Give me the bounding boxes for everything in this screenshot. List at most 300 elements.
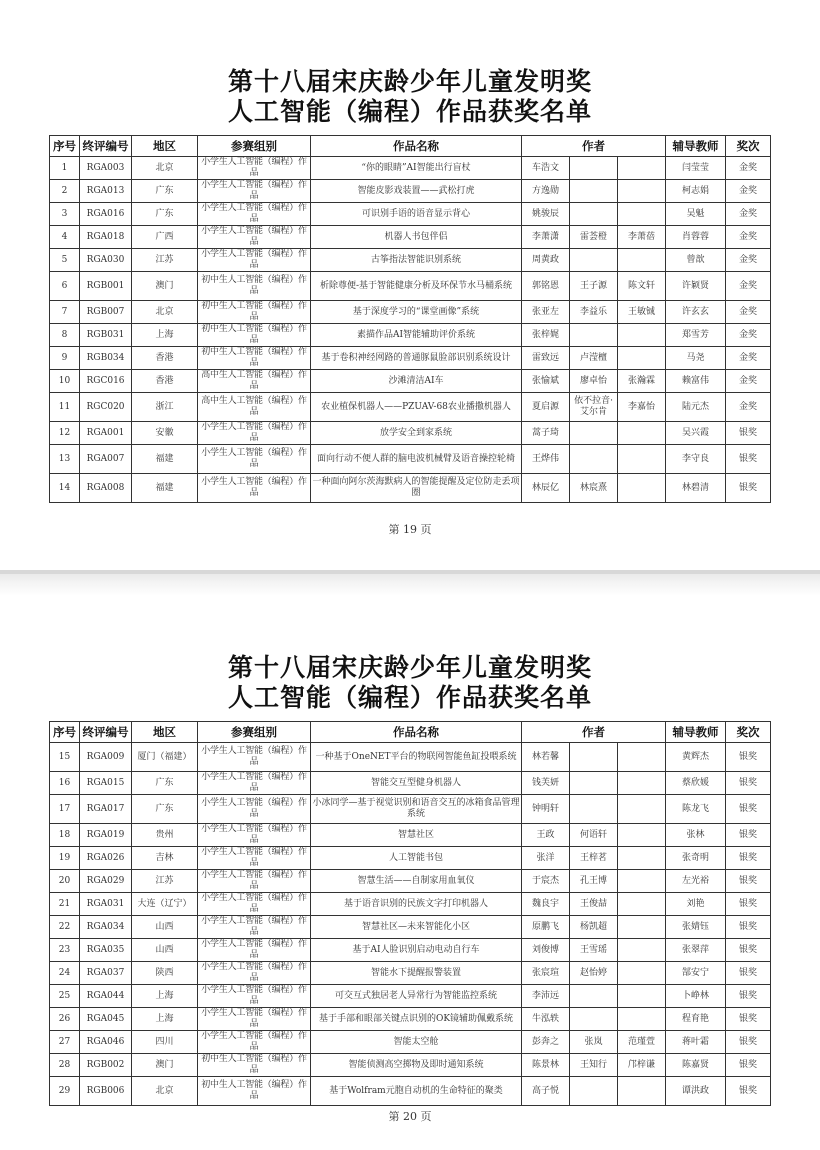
- cell-work-name: 农业植保机器人——PZUAV-68农业播撒机器人: [311, 393, 522, 422]
- cell-code: RGA026: [80, 847, 132, 870]
- cell-advisor: 吴兴霞: [666, 422, 726, 445]
- cell-author-2: [570, 249, 618, 272]
- cell-advisor: 许玄玄: [666, 301, 726, 324]
- cell-author-1: 张亚左: [522, 301, 570, 324]
- cell-author-2: 王雪瑶: [570, 939, 618, 962]
- cell-advisor: 左光裕: [666, 870, 726, 893]
- cell-region: 陕西: [132, 962, 198, 985]
- cell-work-name: 机器人书包伴侣: [311, 226, 522, 249]
- col-header-award: 奖次: [726, 136, 771, 157]
- cell-no: 26: [50, 1008, 80, 1031]
- cell-author-3: [618, 445, 666, 474]
- cell-award: 金奖: [726, 324, 771, 347]
- cell-no: 17: [50, 795, 80, 824]
- cell-region: 上海: [132, 1008, 198, 1031]
- cell-award: 银奖: [726, 1054, 771, 1077]
- cell-no: 14: [50, 474, 80, 503]
- cell-code: RGA045: [80, 1008, 132, 1031]
- cell-work-name: 可交互式独居老人异常行为智能监控系统: [311, 985, 522, 1008]
- cell-author-1: 陈景林: [522, 1054, 570, 1077]
- cell-work-name: 基于深度学习的“课堂画像”系统: [311, 301, 522, 324]
- table-body: [50, 743, 771, 1106]
- cell-no: 9: [50, 347, 80, 370]
- cell-author-2: 卢滢檀: [570, 347, 618, 370]
- cell-author-2: 依不拉音·艾尔肯: [570, 393, 618, 422]
- cell-author-1: 牛泓轶: [522, 1008, 570, 1031]
- cell-advisor: 肖蓉蓉: [666, 226, 726, 249]
- cell-advisor: 陆元杰: [666, 393, 726, 422]
- cell-award: 银奖: [726, 847, 771, 870]
- cell-author-2: 雷荟橙: [570, 226, 618, 249]
- cell-work-name: 基于卷积神经网路的普通豚鼠脸部识别系统设计: [311, 347, 522, 370]
- table-row: [50, 272, 771, 301]
- cell-region: 吉林: [132, 847, 198, 870]
- col-header-region: 地区: [132, 136, 198, 157]
- table-row: [50, 474, 771, 503]
- cell-advisor: 蒋叶霜: [666, 1031, 726, 1054]
- cell-no: 19: [50, 847, 80, 870]
- cell-advisor: 蔡欣媛: [666, 772, 726, 795]
- cell-group: 小学生人工智能（编程）作品: [198, 422, 311, 445]
- cell-no: 11: [50, 393, 80, 422]
- cell-award: 银奖: [726, 445, 771, 474]
- cell-code: RGA037: [80, 962, 132, 985]
- cell-work-name: 智能水下提醒报警装置: [311, 962, 522, 985]
- cell-work-name: 可识别手语的语音显示背心: [311, 203, 522, 226]
- col-header-region: 地区: [132, 722, 198, 743]
- cell-no: 24: [50, 962, 80, 985]
- cell-award: 金奖: [726, 301, 771, 324]
- cell-advisor: 郜安宁: [666, 962, 726, 985]
- cell-author-3: [618, 203, 666, 226]
- cell-author-1: 王烨伟: [522, 445, 570, 474]
- cell-advisor: 卜峥林: [666, 985, 726, 1008]
- cell-advisor: 曾歆: [666, 249, 726, 272]
- col-header-name: 作品名称: [311, 136, 522, 157]
- cell-code: RGA015: [80, 772, 132, 795]
- cell-region: 广东: [132, 180, 198, 203]
- cell-group: 小学生人工智能（编程）作品: [198, 870, 311, 893]
- cell-region: 贵州: [132, 824, 198, 847]
- cell-author-3: [618, 180, 666, 203]
- cell-no: 15: [50, 743, 80, 772]
- cell-region: 江苏: [132, 870, 198, 893]
- table-row: [50, 847, 771, 870]
- cell-group: 小学生人工智能（编程）作品: [198, 916, 311, 939]
- table-row: [50, 916, 771, 939]
- col-header-advisor: 辅导教师: [666, 136, 726, 157]
- cell-code: RGA009: [80, 743, 132, 772]
- cell-region: 澳门: [132, 272, 198, 301]
- title-line-2: 人工智能（编程）作品获奖名单: [227, 683, 592, 712]
- cell-author-3: [618, 474, 666, 503]
- cell-author-2: [570, 795, 618, 824]
- cell-code: RGA046: [80, 1031, 132, 1054]
- cell-group: 高中生人工智能（编程）作品: [198, 370, 311, 393]
- cell-no: 5: [50, 249, 80, 272]
- table-row: [50, 180, 771, 203]
- cell-author-2: [570, 445, 618, 474]
- cell-work-name: 面向行动不便人群的脑电波机械臂及语音操控轮椅: [311, 445, 522, 474]
- cell-award: 银奖: [726, 985, 771, 1008]
- cell-author-3: 张瀚霖: [618, 370, 666, 393]
- cell-author-2: 王知行: [570, 1054, 618, 1077]
- table-row: [50, 962, 771, 985]
- cell-author-2: 王梓茗: [570, 847, 618, 870]
- cell-author-2: 杨凯超: [570, 916, 618, 939]
- cell-no: 6: [50, 272, 80, 301]
- cell-author-3: 范瑾萱: [618, 1031, 666, 1054]
- cell-advisor: 张婧钰: [666, 916, 726, 939]
- cell-award: 银奖: [726, 1031, 771, 1054]
- cell-region: 山西: [132, 939, 198, 962]
- cell-author-1: 姚骏辰: [522, 203, 570, 226]
- cell-region: 福建: [132, 474, 198, 503]
- cell-group: 高中生人工智能（编程）作品: [198, 393, 311, 422]
- cell-region: 厦门（福建）: [132, 743, 198, 772]
- cell-author-3: 李嘉怡: [618, 393, 666, 422]
- cell-code: RGA016: [80, 203, 132, 226]
- cell-region: 北京: [132, 301, 198, 324]
- cell-group: 初中生人工智能（编程）作品: [198, 272, 311, 301]
- cell-author-2: 李益乐: [570, 301, 618, 324]
- title-line-1: 第十八届宋庆龄少年儿童发明奖: [227, 653, 592, 682]
- cell-author-3: 王敏铖: [618, 301, 666, 324]
- cell-code: RGA029: [80, 870, 132, 893]
- cell-author-1: 郭铭恩: [522, 272, 570, 301]
- cell-award: 金奖: [726, 180, 771, 203]
- cell-group: 小学生人工智能（编程）作品: [198, 743, 311, 772]
- cell-group: 小学生人工智能（编程）作品: [198, 985, 311, 1008]
- cell-work-name: 智慧社区: [311, 824, 522, 847]
- col-header-no: 序号: [50, 136, 80, 157]
- cell-group: 小学生人工智能（编程）作品: [198, 847, 311, 870]
- cell-region: 香港: [132, 347, 198, 370]
- cell-code: RGA034: [80, 916, 132, 939]
- table-row: [50, 1008, 771, 1031]
- cell-author-2: [570, 743, 618, 772]
- cell-code: RGB034: [80, 347, 132, 370]
- cell-award: 银奖: [726, 1077, 771, 1106]
- cell-region: 澳门: [132, 1054, 198, 1077]
- cell-award: 银奖: [726, 772, 771, 795]
- cell-region: 浙江: [132, 393, 198, 422]
- awards-table-page-20: [49, 721, 771, 1106]
- cell-code: RGA001: [80, 422, 132, 445]
- col-header-group: 参赛组别: [198, 136, 311, 157]
- cell-author-1: 高子悦: [522, 1077, 570, 1106]
- cell-code: RGB031: [80, 324, 132, 347]
- cell-author-3: [618, 157, 666, 180]
- table-row: [50, 249, 771, 272]
- table-row: [50, 1077, 771, 1106]
- cell-code: RGA030: [80, 249, 132, 272]
- cell-group: 小学生人工智能（编程）作品: [198, 795, 311, 824]
- cell-award: 银奖: [726, 962, 771, 985]
- cell-award: 金奖: [726, 347, 771, 370]
- cell-award: 银奖: [726, 824, 771, 847]
- table-row: [50, 157, 771, 180]
- col-header-name: 作品名称: [311, 722, 522, 743]
- title-line-2: 人工智能（编程）作品获奖名单: [227, 97, 592, 126]
- cell-work-name: 基于Wolfram元胞自动机的生命特征的聚类: [311, 1077, 522, 1106]
- table-row: [50, 985, 771, 1008]
- cell-group: 初中生人工智能（编程）作品: [198, 1077, 311, 1106]
- cell-no: 20: [50, 870, 80, 893]
- cell-advisor: 郑雪芳: [666, 324, 726, 347]
- cell-author-2: [570, 324, 618, 347]
- page-20: [0, 596, 820, 1150]
- cell-advisor: 吴魁: [666, 203, 726, 226]
- cell-code: RGA003: [80, 157, 132, 180]
- cell-author-2: 廖卓怡: [570, 370, 618, 393]
- cell-advisor: 陈嘉贤: [666, 1054, 726, 1077]
- cell-author-2: [570, 985, 618, 1008]
- cell-group: 小学生人工智能（编程）作品: [198, 203, 311, 226]
- cell-advisor: 陈龙飞: [666, 795, 726, 824]
- cell-author-1: 张洋: [522, 847, 570, 870]
- cell-advisor: 闫莹莹: [666, 157, 726, 180]
- cell-author-1: 林若馨: [522, 743, 570, 772]
- col-header-group: 参赛组别: [198, 722, 311, 743]
- cell-author-2: 林宸熹: [570, 474, 618, 503]
- cell-author-3: [618, 772, 666, 795]
- cell-advisor: 黄辉杰: [666, 743, 726, 772]
- cell-work-name: “你的眼睛”AI智能出行盲杖: [311, 157, 522, 180]
- cell-group: 小学生人工智能（编程）作品: [198, 1008, 311, 1031]
- cell-region: 上海: [132, 985, 198, 1008]
- cell-award: 银奖: [726, 795, 771, 824]
- cell-work-name: 基于语音识别的民族文字打印机器人: [311, 893, 522, 916]
- cell-award: 金奖: [726, 203, 771, 226]
- cell-group: 初中生人工智能（编程）作品: [198, 301, 311, 324]
- cell-author-2: 张岚: [570, 1031, 618, 1054]
- cell-work-name: 一种基于OneNET平台的物联网智能鱼缸投喂系统: [311, 743, 522, 772]
- cell-region: 广东: [132, 772, 198, 795]
- cell-group: 小学生人工智能（编程）作品: [198, 893, 311, 916]
- cell-award: 银奖: [726, 474, 771, 503]
- col-header-code: 终评编号: [80, 722, 132, 743]
- table-row: [50, 301, 771, 324]
- awards-table-page-19: [49, 135, 771, 503]
- table-row: [50, 939, 771, 962]
- cell-code: RGB007: [80, 301, 132, 324]
- cell-work-name: 智慧社区—未来智能化小区: [311, 916, 522, 939]
- cell-advisor: 赖富伟: [666, 370, 726, 393]
- cell-code: RGB001: [80, 272, 132, 301]
- cell-author-1: 魏良宇: [522, 893, 570, 916]
- table-body: [50, 157, 771, 503]
- table-row: [50, 445, 771, 474]
- cell-award: 银奖: [726, 939, 771, 962]
- col-header-code: 终评编号: [80, 136, 132, 157]
- cell-award: 金奖: [726, 370, 771, 393]
- table-row: [50, 870, 771, 893]
- cell-code: RGA044: [80, 985, 132, 1008]
- cell-region: 广东: [132, 795, 198, 824]
- cell-author-1: 钱芙妍: [522, 772, 570, 795]
- cell-author-3: [618, 743, 666, 772]
- cell-author-1: 雷致远: [522, 347, 570, 370]
- cell-region: 北京: [132, 1077, 198, 1106]
- cell-no: 2: [50, 180, 80, 203]
- cell-code: RGA031: [80, 893, 132, 916]
- cell-work-name: 智能皮影戏装置——武松打虎: [311, 180, 522, 203]
- cell-group: 小学生人工智能（编程）作品: [198, 226, 311, 249]
- cell-award: 金奖: [726, 272, 771, 301]
- cell-code: RGC020: [80, 393, 132, 422]
- cell-author-3: [618, 916, 666, 939]
- cell-work-name: 放学安全到家系统: [311, 422, 522, 445]
- cell-code: RGA008: [80, 474, 132, 503]
- cell-work-name: 析除尊便-基于智能健康分析及环保节水马桶系统: [311, 272, 522, 301]
- cell-author-3: [618, 249, 666, 272]
- cell-region: 福建: [132, 445, 198, 474]
- cell-author-2: [570, 203, 618, 226]
- cell-award: 金奖: [726, 249, 771, 272]
- table-row: [50, 1031, 771, 1054]
- cell-author-2: 何语轩: [570, 824, 618, 847]
- cell-no: 27: [50, 1031, 80, 1054]
- table-row: [50, 1054, 771, 1077]
- cell-group: 小学生人工智能（编程）作品: [198, 180, 311, 203]
- table-row: [50, 393, 771, 422]
- cell-group: 初中生人工智能（编程）作品: [198, 1054, 311, 1077]
- cell-code: RGB006: [80, 1077, 132, 1106]
- cell-no: 18: [50, 824, 80, 847]
- cell-award: 银奖: [726, 1008, 771, 1031]
- cell-code: RGA035: [80, 939, 132, 962]
- cell-award: 金奖: [726, 226, 771, 249]
- cell-region: 香港: [132, 370, 198, 393]
- cell-author-1: 林辰亿: [522, 474, 570, 503]
- cell-advisor: 李守良: [666, 445, 726, 474]
- table-row: [50, 795, 771, 824]
- cell-author-2: [570, 422, 618, 445]
- cell-award: 银奖: [726, 743, 771, 772]
- cell-work-name: 沙滩清洁AI车: [311, 370, 522, 393]
- col-header-advisor: 辅导教师: [666, 722, 726, 743]
- cell-no: 10: [50, 370, 80, 393]
- cell-advisor: 许颖贤: [666, 272, 726, 301]
- cell-author-1: 李萧潇: [522, 226, 570, 249]
- cell-no: 8: [50, 324, 80, 347]
- cell-award: 银奖: [726, 422, 771, 445]
- cell-author-3: [618, 939, 666, 962]
- cell-no: 12: [50, 422, 80, 445]
- cell-region: 广东: [132, 203, 198, 226]
- cell-work-name: 古筝指法智能识别系统: [311, 249, 522, 272]
- cell-group: 小学生人工智能（编程）作品: [198, 824, 311, 847]
- col-header-award: 奖次: [726, 722, 771, 743]
- cell-author-1: 原鹏飞: [522, 916, 570, 939]
- cell-author-1: 王政: [522, 824, 570, 847]
- cell-author-3: [618, 795, 666, 824]
- cell-work-name: 小冰同学—基于视觉识别和语音交互的冰箱食品管理系统: [311, 795, 522, 824]
- cell-author-2: [570, 157, 618, 180]
- col-header-authors: 作者: [522, 136, 666, 157]
- table-row: [50, 203, 771, 226]
- cell-author-1: 钟明轩: [522, 795, 570, 824]
- cell-no: 16: [50, 772, 80, 795]
- cell-author-3: 李萧蓓: [618, 226, 666, 249]
- table-row: [50, 824, 771, 847]
- cell-author-1: 张宸瑄: [522, 962, 570, 985]
- cell-advisor: 林碧清: [666, 474, 726, 503]
- cell-region: 江苏: [132, 249, 198, 272]
- page-number: 第 20 页: [388, 1110, 432, 1123]
- cell-author-1: 张梓娓: [522, 324, 570, 347]
- cell-region: 山西: [132, 916, 198, 939]
- cell-no: 25: [50, 985, 80, 1008]
- cell-region: 大连（辽宁）: [132, 893, 198, 916]
- cell-group: 小学生人工智能（编程）作品: [198, 939, 311, 962]
- cell-advisor: 张翠萍: [666, 939, 726, 962]
- cell-group: 初中生人工智能（编程）作品: [198, 324, 311, 347]
- cell-author-1: 夏启源: [522, 393, 570, 422]
- cell-work-name: 人工智能书包: [311, 847, 522, 870]
- cell-no: 3: [50, 203, 80, 226]
- cell-code: RGA017: [80, 795, 132, 824]
- cell-work-name: 智能侦测高空掷物及即时通知系统: [311, 1054, 522, 1077]
- cell-no: 28: [50, 1054, 80, 1077]
- cell-region: 上海: [132, 324, 198, 347]
- cell-author-3: [618, 824, 666, 847]
- cell-author-3: [618, 847, 666, 870]
- cell-advisor: 张奇明: [666, 847, 726, 870]
- cell-work-name: 基于AI人脸识别启动电动自行车: [311, 939, 522, 962]
- cell-author-2: 赵怡婷: [570, 962, 618, 985]
- cell-no: 1: [50, 157, 80, 180]
- cell-group: 小学生人工智能（编程）作品: [198, 249, 311, 272]
- cell-advisor: 张林: [666, 824, 726, 847]
- cell-group: 初中生人工智能（编程）作品: [198, 347, 311, 370]
- cell-author-1: 周黄政: [522, 249, 570, 272]
- cell-author-3: 邝梓谦: [618, 1054, 666, 1077]
- cell-author-3: [618, 893, 666, 916]
- cell-author-3: [618, 347, 666, 370]
- cell-author-1: 李沛远: [522, 985, 570, 1008]
- cell-author-2: [570, 180, 618, 203]
- cell-group: 小学生人工智能（编程）作品: [198, 772, 311, 795]
- cell-author-3: [618, 324, 666, 347]
- cell-no: 22: [50, 916, 80, 939]
- cell-award: 银奖: [726, 893, 771, 916]
- cell-author-1: 彭奔之: [522, 1031, 570, 1054]
- cell-code: RGC016: [80, 370, 132, 393]
- cell-author-1: 蒿子琦: [522, 422, 570, 445]
- cell-author-2: 孔王博: [570, 870, 618, 893]
- table-row: [50, 324, 771, 347]
- cell-work-name: 智能太空舱: [311, 1031, 522, 1054]
- cell-author-3: [618, 422, 666, 445]
- cell-no: 4: [50, 226, 80, 249]
- table-row: [50, 772, 771, 795]
- cell-award: 银奖: [726, 916, 771, 939]
- cell-no: 29: [50, 1077, 80, 1106]
- col-header-authors: 作者: [522, 722, 666, 743]
- cell-author-2: 王俊喆: [570, 893, 618, 916]
- table-row: [50, 226, 771, 249]
- cell-author-2: [570, 772, 618, 795]
- cell-group: 小学生人工智能（编程）作品: [198, 474, 311, 503]
- cell-code: RGA013: [80, 180, 132, 203]
- cell-author-1: 于宸杰: [522, 870, 570, 893]
- cell-author-1: 车浩文: [522, 157, 570, 180]
- cell-region: 安徽: [132, 422, 198, 445]
- cell-code: RGA007: [80, 445, 132, 474]
- table-row: [50, 347, 771, 370]
